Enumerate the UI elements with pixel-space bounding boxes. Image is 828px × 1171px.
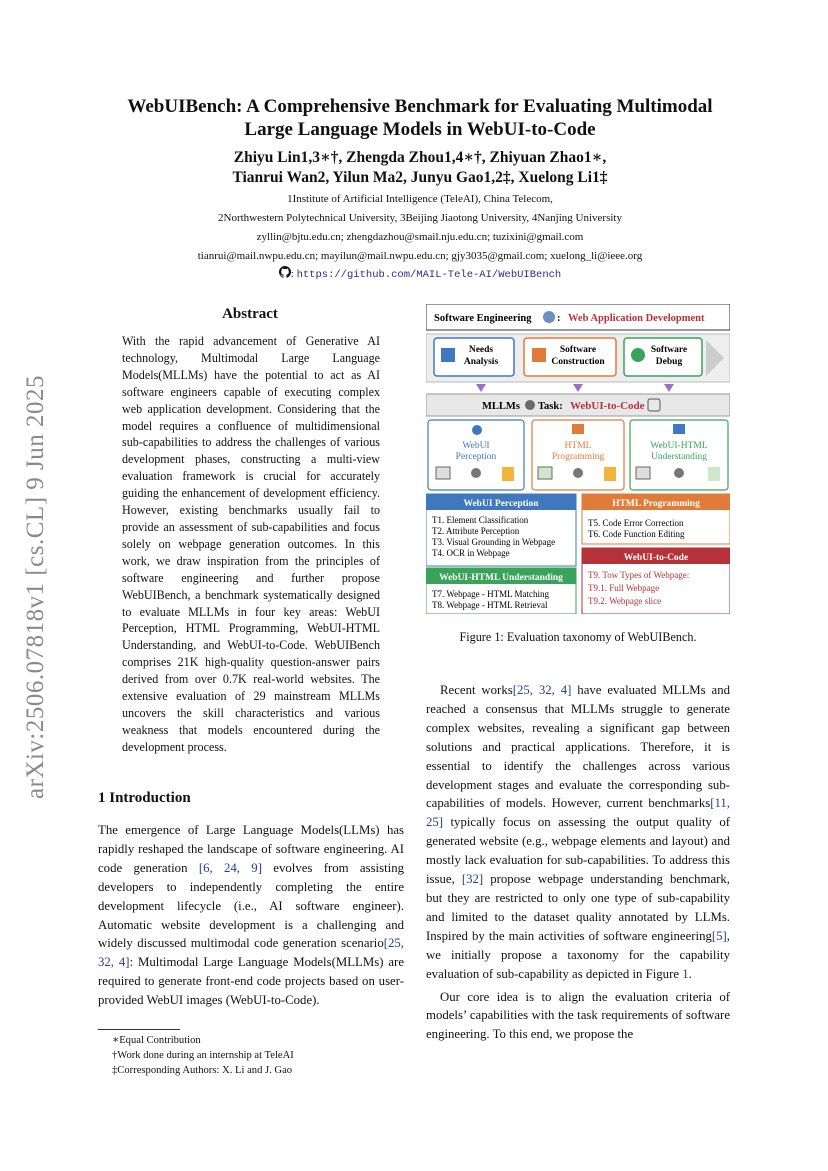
footnote-equal: ∗Equal Contribution [112, 1035, 201, 1046]
footnote-rule [98, 1029, 180, 1030]
se-target: Web Application Development [568, 313, 705, 324]
authors-line-1: Zhiyu Lin1,3∗†, Zhengda Zhou1,4∗†, Zhiyuan Zhao1∗, [233, 149, 607, 166]
box-understanding-title: WebUI-HTML Understanding [439, 573, 563, 583]
svg-text:WebUI: WebUI [462, 441, 490, 451]
construction-icon [532, 348, 546, 362]
citation-link[interactable]: [6, 24, 9] [198, 860, 262, 875]
task-prefix: MLLMs [482, 401, 520, 412]
abstract-body: With the rapid advancement of Generative AI technology, Multimodal Large Language Models(MLLMs) have the potential to act as AI software engineers capable of executing complex web application development. Considering that the model requires a confluence of multidimensional sub-capabilities to address the challenges of various development phases, constructing a multi-view evaluation framework is crucial for accurately guiding the enhancement of development efficiency. However, existing benchmarks usually fail to provide an assessment of sub-capabilities and focus solely on webpage generation outcomes. In this work, we draw inspiration from the principles of software engineering and further propose WebUIBench, a benchmark systematically designed to evaluate MLLMs in four key areas: WebUI Perception, HTML Programming, WebUI-HTML Understanding, and WebUI-to-Code. WebUIBench comprises 21K high-quality question-answer pairs derived from over 0.7K real-world websites. The extensive evaluation of 29 mainstream MLLMs uncovers the skill characteristics and various weakness that models encountered during the development process. [122, 334, 380, 754]
task-name: WebUI-to-Code [570, 400, 645, 412]
paper-title [90, 95, 750, 141]
needs-analysis-icon [441, 348, 455, 362]
phase-debug-label-1: Software [650, 345, 688, 355]
task-item: T7. Webpage - HTML Matching [432, 589, 549, 599]
phase-construction-label-2: Construction [551, 357, 605, 367]
intro-text: : Multimodal Large Language Models(MLLMs) are required to generate front-end code projects based on user-provided WebUI images (WebUI-to-Code). [98, 955, 404, 1008]
paragraph: Our core idea is to align the evaluation criteria of models’ capabilities with the task requirements of software engineering. To this end, we propose the [426, 989, 730, 1042]
email-line-1: zyllin@bjtu.edu.cn; zhengdazhou@smail.nju.edu.cn; tuzixini@gmail.com [256, 231, 584, 243]
affiliations [90, 190, 750, 266]
task-label: Task: [538, 401, 563, 412]
citation-link[interactable]: [32] [461, 872, 484, 887]
github-icon [279, 266, 291, 278]
box-programming-title: HTML Programming [612, 499, 700, 509]
webpage-icon [673, 424, 685, 434]
svg-text::: : [557, 313, 561, 324]
title-line-2: Large Language Models in WebUI-to-Code [244, 119, 596, 140]
citation-link[interactable]: [5] [711, 928, 727, 943]
github-url[interactable]: https://github.com/MAIL-Tele-AI/WebUIBench [296, 269, 562, 281]
svg-text:HTML: HTML [564, 441, 592, 451]
title-line-1: WebUIBench: A Comprehensive Benchmark for Evaluating Multimodal [127, 96, 713, 117]
phase-debug-label-2: Debug [655, 357, 683, 367]
citation-link[interactable]: [25, 32, 4] [98, 936, 404, 970]
task-item: T9.2. Webpage slice [588, 596, 662, 606]
citation-link[interactable]: [11, 25] [426, 796, 730, 830]
down-arrow-icon [664, 384, 674, 392]
task-item: T4. OCR in Webpage [432, 548, 510, 558]
github-link-row[interactable]: : https://github.com/MAIL-Tele-AI/WebUIBench [90, 266, 750, 281]
svg-text:Understanding: Understanding [651, 452, 707, 462]
down-arrow-icon [476, 384, 486, 392]
task-item: T8. Webpage - HTML Retrieval [432, 600, 548, 610]
footnote-internship: †Work done during an internship at TeleAI [112, 1050, 294, 1061]
paragraph: Recent works[25, 32, 4] have evaluated MLLMs and reached a consensus that MLLMs struggle to generate complex websites, revealing a significant gap between solutions and practical applications. Therefore, it is essential to identify the challenges across various development stages and evaluate the corresponding sub-capabilities of models. However, current benchmarks[11, 25] typically focus on assessing the output quality of generated website (e.g., webpage elements and layout) and mostly lack evaluation for sub-capabilities. To address this issue, [32] propose webpage understanding benchmark, but they are restricted to only one type of sub-capability and limited to the dataset quality annotated by LLMs. Inspired by the main activities of software engineering[5], we initially propose a taxonomy for the capability evaluation of sub-capability as depicted in Figure 1. [426, 683, 731, 981]
debug-icon [631, 348, 645, 362]
phase-construction-label-1: Software [559, 345, 597, 355]
down-arrow-icon [573, 384, 583, 392]
task-item: T5. Code Error Correction [588, 518, 684, 528]
footnotes [112, 1033, 412, 1078]
box-webui-to-code-title: WebUI-to-Code [623, 553, 689, 563]
task-item: T6. Code Function Editing [588, 529, 685, 539]
authors-line-2: Tianrui Wan2, Yilun Ma2, Junyu Gao1,2‡, Xuelong Li1‡ [232, 169, 608, 186]
robot-icon [525, 400, 535, 410]
author-list [90, 148, 750, 188]
se-label: Software Engineering [434, 313, 532, 324]
figure-taxonomy [426, 304, 730, 614]
citation-link[interactable]: [25, 32, 4] [512, 683, 572, 697]
engineer-icon [543, 311, 555, 323]
affiliation-line-2: 2Northwestern Polytechnical University, 3Beijing Jiaotong University, 4Nanjing University [218, 212, 622, 224]
arxiv-identifier: arXiv:2506.07818v1 [cs.CL] 9 Jun 2025 [22, 374, 49, 800]
task-item: T1. Element Classification [432, 515, 529, 525]
eye-icon [472, 425, 482, 435]
email-line-2: tianrui@mail.nwpu.edu.cn; mayilun@mail.nwpu.edu.cn; gjy3035@gmail.com; xuelong_li@ieee.org [197, 250, 643, 262]
task-item: T3. Visual Grounding in Webpage [432, 537, 556, 547]
task-item: T9. Tow Types of Webpage: [588, 570, 690, 580]
phase-needs-label-2: Analysis [463, 357, 499, 367]
figure-ref-link[interactable]: 1 [682, 966, 689, 981]
affiliation-line-1: 1Institute of Artificial Intelligence (TeleAI), China Telecom, [287, 193, 553, 205]
arxiv-sidebar [6, 352, 66, 822]
svg-text:Perception: Perception [455, 452, 497, 462]
section-heading-introduction: 1 Introduction [98, 790, 191, 806]
task-item: T2. Attribute Perception [432, 526, 520, 536]
box-perception-title: WebUI Perception [463, 499, 539, 509]
intro-text: evolves from assisting developers to independently completing the entire development lifecycle (i.e., AI software engineer). Automatic website development is a challenging and widely discussed multimodal code generation scenario [98, 860, 404, 951]
figure-caption: Figure 1: Evaluation taxonomy of WebUIBench. [459, 630, 697, 644]
abstract-heading: Abstract [222, 306, 278, 322]
taxonomy-diagram [426, 304, 730, 614]
intro-text: The emergence of Large Language Models(LLMs) has rapidly reshaped the landscape of software engineering. AI code generation [98, 823, 404, 875]
phase-needs-label-1: Needs [468, 345, 494, 355]
html-icon [572, 424, 584, 434]
task-item: T9.1. Full Webpage [588, 583, 660, 593]
right-column-text [426, 681, 730, 1044]
svg-text:WebUI-HTML: WebUI-HTML [650, 441, 708, 451]
footnote-corresponding: ‡Corresponding Authors: X. Li and J. Gao [112, 1065, 293, 1076]
intro-paragraph [98, 821, 404, 1010]
svg-text:Programming: Programming [551, 452, 605, 462]
